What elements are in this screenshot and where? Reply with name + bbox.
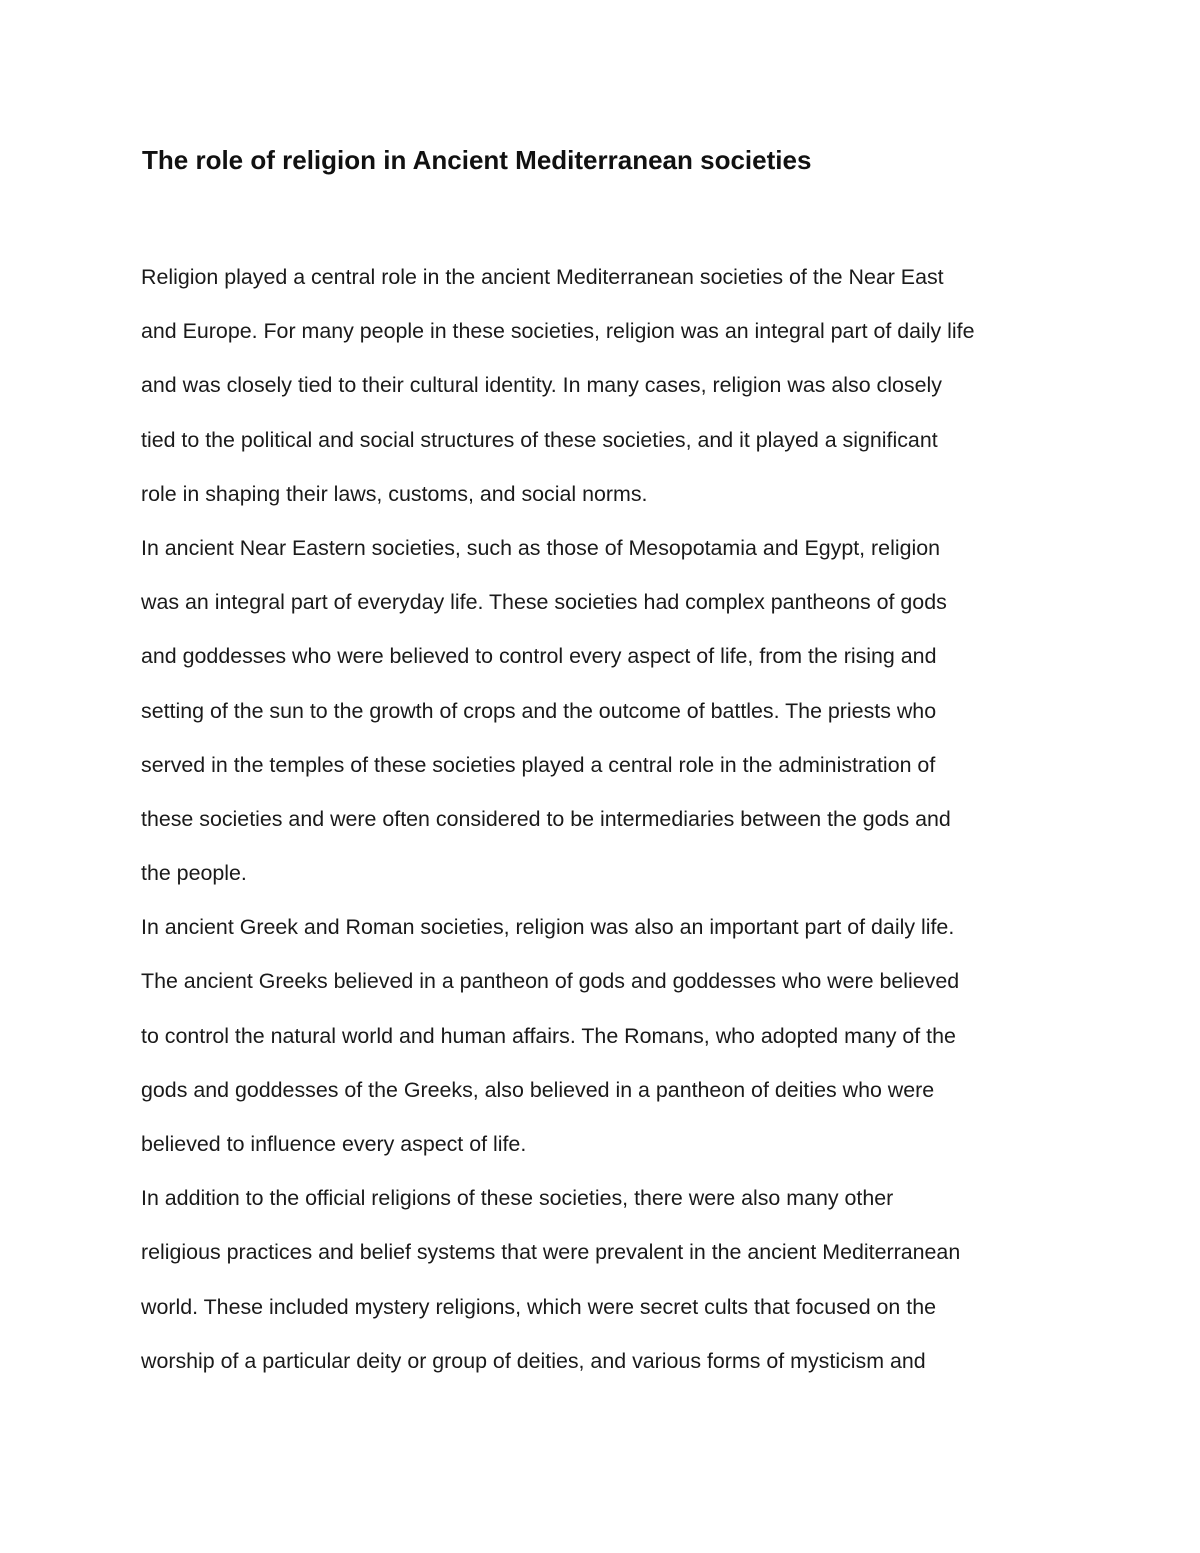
body-line: religious practices and belief systems that were prevalent in the ancient Mediterranean xyxy=(141,1240,961,1265)
body-line: and Europe. For many people in these societies, religion was an integral part of daily life xyxy=(141,319,975,344)
body-line: tied to the political and social structures of these societies, and it played a significant xyxy=(141,427,938,452)
body-line: and was closely tied to their cultural identity. In many cases, religion was also closely xyxy=(141,373,942,398)
body-line: these societies and were often considered to be intermediaries between the gods and xyxy=(141,806,951,831)
body-line: believed to influence every aspect of life. xyxy=(141,1132,527,1156)
body-line: served in the temples of these societies played a central role in the administration of xyxy=(141,752,936,777)
body-line: the people. xyxy=(141,861,247,886)
body-line: was an integral part of everyday life. These societies had complex pantheons of gods xyxy=(141,590,947,615)
body-line: to control the natural world and human affairs. The Romans, who adopted many of the xyxy=(141,1023,956,1048)
body-line: The ancient Greeks believed in a pantheon of gods and goddesses who were believed xyxy=(141,969,960,994)
body-line: In addition to the official religions of these societies, there were also many other xyxy=(141,1186,894,1211)
body-line: gods and goddesses of the Greeks, also believed in a pantheon of deities who were xyxy=(141,1077,935,1102)
body-line: In ancient Near Eastern societies, such as those of Mesopotamia and Egypt, religion xyxy=(141,535,941,560)
body-line: world. These included mystery religions, which were secret cults that focused on the xyxy=(141,1294,937,1319)
body-line: worship of a particular deity or group of deities, and various forms of mysticism and xyxy=(141,1348,926,1373)
body-line: setting of the sun to the growth of crops and the outcome of battles. The priests who xyxy=(141,698,937,723)
body-line: Religion played a central role in the ancient Mediterranean societies of the Near East xyxy=(141,265,944,289)
document-body xyxy=(141,250,1081,1388)
body-line: In ancient Greek and Roman societies, religion was also an important part of daily life. xyxy=(141,915,955,940)
body-line: and goddesses who were believed to control every aspect of life, from the rising and xyxy=(141,644,937,669)
document-title: The role of religion in Ancient Mediterranean societies xyxy=(142,145,812,175)
body-line: role in shaping their laws, customs, and social norms. xyxy=(141,481,648,506)
